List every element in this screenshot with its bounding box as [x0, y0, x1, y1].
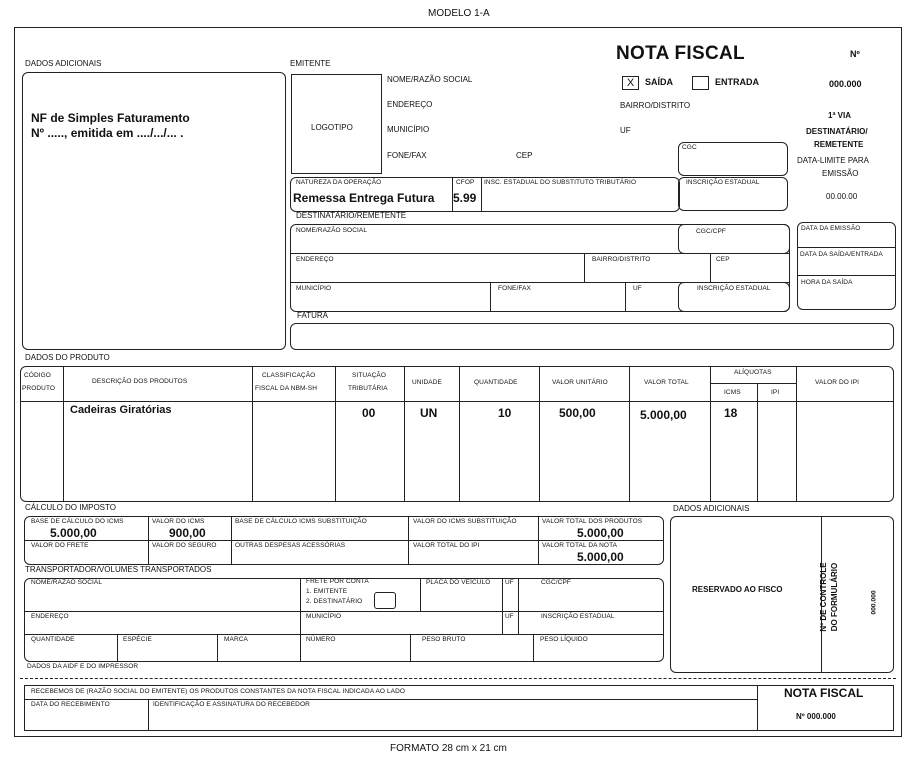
transp-col-i — [410, 634, 411, 662]
imposto-col-2 — [231, 516, 232, 565]
data-saida-label: DATA DA SAÍDA/ENTRADA — [800, 251, 883, 258]
dest-cgc-box — [678, 224, 790, 254]
transp-col-g — [217, 634, 218, 662]
h-unidade: UNIDADE — [412, 379, 442, 386]
reservado-fisco-label: RESERVADO AO FISCO — [692, 585, 783, 594]
col-line-10 — [796, 366, 797, 502]
emitente-title: EMITENTE — [290, 59, 331, 68]
total-ipi-label: VALOR TOTAL DO IPI — [413, 542, 480, 549]
col-line-8 — [710, 366, 711, 502]
total-nota-label: VALOR TOTAL DA NOTA — [542, 542, 618, 549]
dados-adicionais-title: DADOS ADICIONAIS — [25, 59, 102, 68]
emitente-municipio-label: MUNICÍPIO — [387, 125, 430, 134]
dest-bairro-label: BAIRRO/DISTRITO — [592, 256, 651, 263]
col-line-9 — [757, 383, 758, 502]
transportador-title: TRANSPORTADOR/VOLUMES TRANSPORTADOS — [25, 565, 212, 574]
frete-conta-label: FRETE POR CONTA — [306, 578, 369, 585]
dest-cep-label: CEP — [716, 256, 730, 263]
canhoto-nf-title: NOTA FISCAL — [784, 686, 864, 700]
canhoto-row-line — [24, 699, 757, 700]
dates-line-2 — [797, 275, 896, 276]
emitente-ie-label: INSCRIÇÃO ESTADUAL — [686, 179, 760, 186]
h-valor-unitario: VALOR UNITÁRIO — [552, 379, 608, 386]
transp-uf2-label: UF — [505, 613, 514, 620]
data-limite-value: 00.00.00 — [826, 192, 858, 201]
cfop-value: 5.99 — [453, 191, 477, 205]
transp-col-a — [300, 578, 301, 611]
base-icms-label: BASE DE CÁLCULO DO ICMS — [31, 518, 124, 525]
emitente-cep-label: CEP — [516, 151, 533, 160]
valor-icms-label: VALOR DO ICMS — [152, 518, 205, 525]
recebemos-label: RECEBEMOS DE (RAZÃO SOCIAL DO EMITENTE) OS PRODUTOS CONSTANTES DA NOTA FISCAL INDICADA AO LADO — [31, 688, 406, 695]
h-valor-ipi: VALOR DO IPI — [815, 379, 860, 386]
item-situacao: 00 — [362, 406, 376, 420]
transp-nome-label: NOME/RAZÃO SOCIAL — [31, 579, 103, 586]
total-nota-value: 5.000,00 — [577, 550, 624, 564]
transp-row-line-2 — [24, 634, 664, 635]
dados-adicionais-line1: NF de Simples Faturamento — [31, 111, 190, 125]
base-sub-label: BASE DE CÁLCULO ICMS SUBSTITUIÇÃO — [235, 518, 367, 525]
entrada-label: ENTRADA — [715, 77, 759, 87]
dados-adicionais-line2: Nº ....., emitida em ..../.../... . — [31, 126, 184, 140]
peso-bruto-label: PESO BRUTO — [422, 636, 466, 643]
hora-saida-label: HORA DA SAÍDA — [801, 279, 853, 286]
canhoto-divider-2 — [148, 699, 149, 731]
produto-header-line — [20, 401, 894, 402]
aidf-label: DADOS DA AIDF E DO IMPRESSOR — [27, 663, 139, 670]
col-line-2 — [252, 366, 253, 502]
aliquotas-line — [710, 383, 796, 384]
item-descricao: Cadeiras Giratórias — [70, 404, 172, 416]
canhoto-divider — [757, 685, 758, 731]
transp-col-d — [518, 578, 519, 634]
dest-municipio-label: MUNICÍPIO — [296, 285, 332, 292]
emitente-bairro-label: BAIRRO/DISTRITO — [620, 101, 691, 110]
emitente-fone-label: FONE/FAX — [387, 151, 427, 160]
controle-number: 000.000 — [870, 590, 878, 615]
reservado-box — [670, 516, 894, 673]
h-codigo-2: PRODUTO — [22, 385, 56, 392]
imposto-col-1 — [148, 516, 149, 565]
via-dest-line2: REMETENTE — [814, 140, 864, 149]
dest-fone-label: FONE/FAX — [498, 285, 531, 292]
natureza-label: NATUREZA DA OPERAÇÃO — [296, 179, 382, 186]
h-valor-total: VALOR TOTAL — [644, 379, 689, 386]
especie-label: ESPÉCIE — [123, 636, 152, 643]
controle-formulario-label — [818, 552, 840, 642]
frete-destinatario-label: 2. DESTINATÁRIO — [306, 598, 363, 605]
valor-sub-label: VALOR DO ICMS SUBSTITUIÇÃO — [413, 518, 517, 525]
h-situacao-1: SITUAÇÃO — [352, 372, 387, 379]
logo-label: LOGOTIPO — [311, 123, 353, 132]
cut-line — [20, 678, 896, 679]
frete-label: VALOR DO FRETE — [31, 542, 89, 549]
h-codigo-1: CÓDIGO — [24, 372, 51, 379]
emitente-cgc-label: CGC — [682, 144, 697, 151]
imposto-col-3 — [408, 516, 409, 565]
transp-col-c — [502, 578, 503, 634]
h-aliquotas: ALÍQUOTAS — [734, 369, 772, 376]
fatura-title: FATURA — [297, 311, 328, 320]
transp-col-b — [420, 578, 421, 611]
item-quantidade: 10 — [498, 406, 512, 420]
fatura-box — [290, 323, 894, 350]
numero-value: 000.000 — [829, 79, 862, 89]
dates-line-1 — [797, 247, 896, 248]
outras-label: OUTRAS DESPESAS ACESSÓRIAS — [235, 542, 346, 549]
destinatario-title: DESTINATÁRIO/REMETENTE — [296, 211, 407, 220]
frete-choice-box[interactable] — [374, 592, 396, 609]
marca-label: MARCA — [224, 636, 248, 643]
emitente-nome-label: NOME/RAZÃO SOCIAL — [387, 75, 473, 84]
via-dest-line1: DESTINATÁRIO/ — [806, 127, 868, 136]
transp-cgc-label: CGC/CPF — [541, 579, 571, 586]
col-line-4 — [404, 366, 405, 502]
data-emissao-label: DATA DA EMISSÃO — [801, 225, 861, 232]
model-label: MODELO 1-A — [428, 8, 490, 19]
data-limite-line2: EMISSÃO — [822, 169, 859, 178]
dates-box — [797, 222, 896, 310]
via-label: 1ª VIA — [828, 111, 851, 120]
transp-ie-label: INSCRIÇÃO ESTADUAL — [541, 613, 615, 620]
dados-adicionais2-title: DADOS ADICIONAIS — [673, 504, 750, 513]
natureza-divider-2 — [481, 177, 482, 212]
transp-col-f — [117, 634, 118, 662]
assinatura-label: IDENTIFICAÇÃO E ASSINATURA DO RECEBEDOR — [153, 701, 310, 708]
col-line-5 — [459, 366, 460, 502]
dest-divider-b — [710, 253, 711, 282]
h-descricao: DESCRIÇÃO DOS PRODUTOS — [92, 378, 188, 385]
numero-label: Nº — [850, 49, 860, 59]
valor-icms-value: 900,00 — [169, 526, 206, 540]
imposto-col-4 — [538, 516, 539, 565]
produto-title: DADOS DO PRODUTO — [25, 353, 110, 362]
transp-uf-label: UF — [505, 579, 514, 586]
imposto-row-line — [24, 540, 664, 541]
item-unidade: UN — [420, 406, 438, 420]
transp-municipio-label: MUNICÍPIO — [306, 613, 342, 620]
dest-nome-label: NOME/RAZÃO SOCIAL — [296, 227, 368, 234]
numero-label-transp: NÚMERO — [306, 636, 336, 643]
item-icms: 18 — [724, 406, 738, 420]
quantidade-label: QUANTIDADE — [31, 636, 75, 643]
h-icms: ICMS — [724, 389, 741, 396]
transp-col-h — [300, 634, 301, 662]
dest-cgc-label: CGC/CPF — [696, 228, 726, 235]
col-line-6 — [539, 366, 540, 502]
nota-fiscal-title: NOTA FISCAL — [616, 43, 745, 64]
data-recebimento-label: DATA DO RECEBIMENTO — [31, 701, 110, 708]
cfop-label: CFOP — [456, 179, 475, 186]
h-ipi: IPI — [771, 389, 780, 396]
peso-liquido-label: PESO LÍQUIDO — [540, 636, 588, 643]
format-label: FORMATO 28 cm x 21 cm — [390, 743, 507, 754]
canhoto-nf-number: Nº 000.000 — [796, 712, 836, 721]
seguro-label: VALOR DO SEGURO — [152, 542, 217, 549]
data-limite-line1: DATA-LIMITE PARA — [797, 156, 870, 165]
natureza-value: Remessa Entrega Futura — [293, 191, 435, 205]
dest-uf-label: UF — [633, 285, 642, 292]
base-icms-value: 5.000,00 — [50, 526, 97, 540]
imposto-title: CÁLCULO DO IMPOSTO — [25, 503, 116, 512]
h-classificacao-1: CLASSIFICAÇÃO — [262, 372, 316, 379]
h-classificacao-2: FISCAL DA NBM-SH — [255, 385, 318, 392]
entrada-checkbox[interactable] — [692, 76, 709, 90]
item-valor-total: 5.000,00 — [640, 408, 687, 422]
transp-row-line-1 — [24, 611, 664, 612]
produto-table — [20, 366, 894, 502]
col-line-1 — [63, 366, 64, 502]
controle-line1: Nº DE CONTROLE — [819, 562, 828, 632]
dest-divider-a — [584, 253, 585, 282]
emitente-endereco-label: ENDEREÇO — [387, 100, 433, 109]
controle-line2: DO FORMULÁRIO — [830, 562, 839, 632]
col-line-3 — [335, 366, 336, 502]
h-situacao-2: TRIBUTÁRIA — [348, 385, 388, 392]
dest-endereco-label: ENDEREÇO — [296, 256, 334, 263]
saida-checkbox[interactable]: X — [622, 76, 639, 90]
frete-emitente-label: 1. EMITENTE — [306, 588, 348, 595]
dest-divider-c — [490, 282, 491, 312]
saida-label: SAÍDA — [645, 77, 674, 87]
placa-label: PLACA DO VEÍCULO — [426, 579, 491, 586]
emitente-uf-label: UF — [620, 126, 631, 135]
total-produtos-value: 5.000,00 — [577, 526, 624, 540]
transp-col-e — [300, 611, 301, 634]
transp-col-j — [533, 634, 534, 662]
ie-substituto-label: INSC. ESTADUAL DO SUBSTITUTO TRIBUTÁRIO — [484, 179, 637, 186]
item-valor-unitario: 500,00 — [559, 406, 596, 420]
transp-endereco-label: ENDEREÇO — [31, 613, 69, 620]
dest-ie-label: INSCRIÇÃO ESTADUAL — [697, 285, 771, 292]
total-produtos-label: VALOR TOTAL DOS PRODUTOS — [542, 518, 643, 525]
col-line-7 — [629, 366, 630, 502]
dest-divider-d — [625, 282, 626, 312]
h-quantidade: QUANTIDADE — [474, 379, 518, 386]
